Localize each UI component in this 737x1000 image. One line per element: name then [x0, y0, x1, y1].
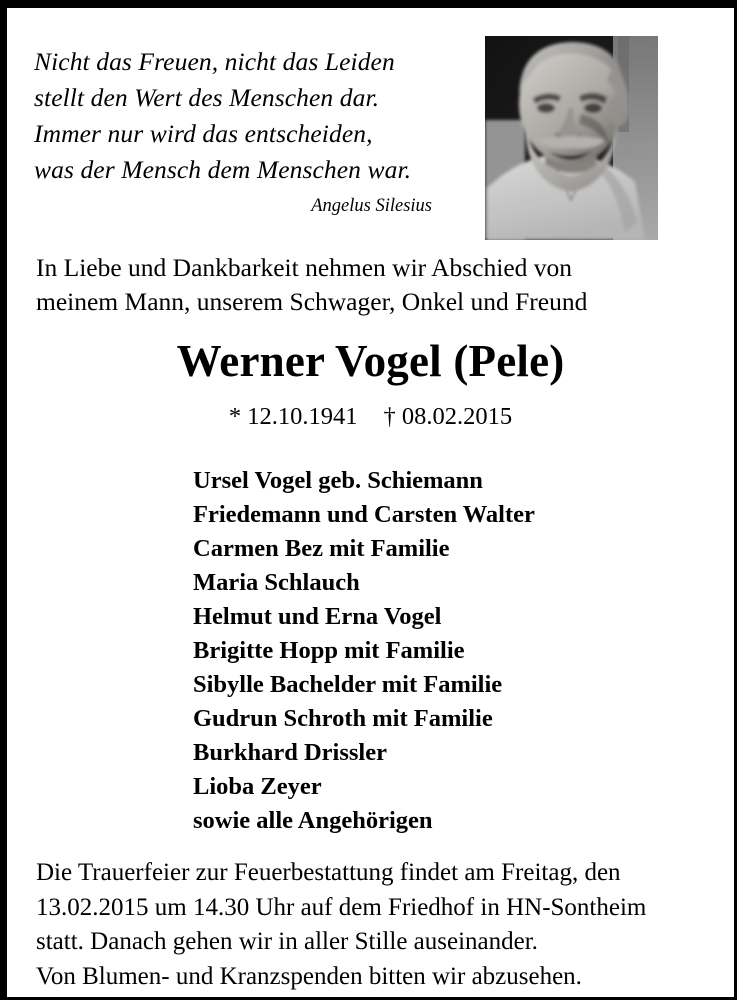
survivor-item: Brigitte Hopp mit Familie — [193, 637, 465, 664]
notice-content — [7, 8, 734, 997]
survivor-item: Ursel Vogel geb. Schiemann — [193, 467, 483, 494]
funeral-details — [36, 856, 726, 994]
survivor-item: Carmen Bez mit Familie — [193, 535, 450, 562]
poem-line: Immer nur wird das entscheiden, — [34, 119, 373, 148]
survivors-list — [193, 464, 713, 838]
survivor-item: Maria Schlauch — [193, 569, 360, 596]
poem-line: was der Mensch dem Menschen war. — [34, 155, 412, 184]
poem-line: Nicht das Freuen, nicht das Leiden — [34, 47, 395, 76]
closing-line: Von Blumen- und Kranzspenden bitten wir abzusehen. — [36, 962, 582, 990]
poem-author: Angelus Silesius — [311, 196, 432, 216]
intro-line: meinem Mann, unserem Schwager, Onkel und Freund — [36, 287, 588, 316]
survivor-item: Burkhard Drissler — [193, 739, 387, 766]
survivor-item: Gudrun Schroth mit Familie — [193, 705, 493, 732]
survivor-item: Sibylle Bachelder mit Familie — [193, 671, 503, 698]
death-date: † 08.02.2015 — [383, 403, 513, 430]
closing-line: statt. Danach gehen wir in aller Stille auseinander. — [36, 928, 538, 955]
survivor-item: sowie alle Angehörigen — [193, 807, 433, 834]
birth-date: * 12.10.1941 — [228, 403, 358, 430]
life-dates — [7, 401, 734, 433]
portrait-photo — [485, 36, 658, 240]
survivor-item: Lioba Zeyer — [193, 773, 322, 800]
intro-text — [36, 251, 706, 319]
deceased-name: Werner Vogel (Pele) — [176, 336, 565, 386]
closing-line: 13.02.2015 um 14.30 Uhr auf dem Friedhof in HN-Sontheim — [36, 893, 647, 921]
survivor-item: Helmut und Erna Vogel — [193, 603, 442, 630]
survivor-item: Friedemann und Carsten Walter — [193, 501, 535, 528]
closing-line: Die Trauerfeier zur Feuerbestattung findet am Freitag, den — [36, 859, 621, 886]
poem-line: stellt den Wert des Menschen dar. — [34, 83, 380, 112]
epigraph-poem — [34, 44, 454, 220]
intro-line: In Liebe und Dankbarkeit nehmen wir Abschied von — [36, 253, 573, 282]
